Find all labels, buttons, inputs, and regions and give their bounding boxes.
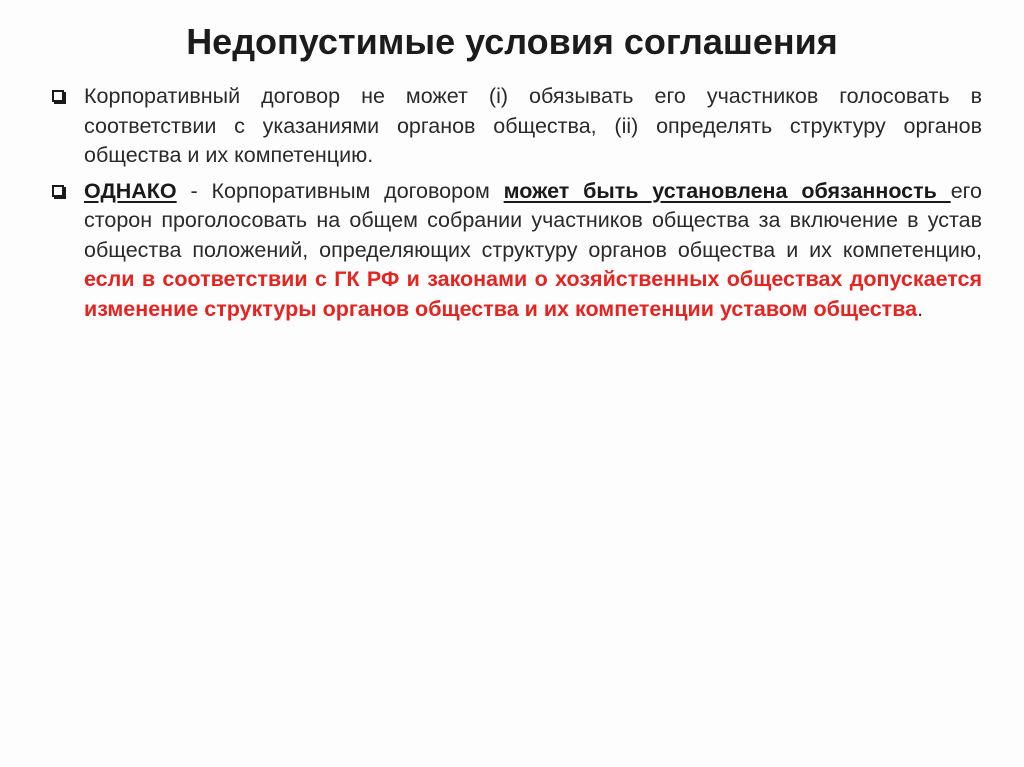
- list-item: [52, 177, 982, 325]
- checkbox-square-icon: [52, 90, 64, 102]
- bullet-text: Корпоративный договор не может (i) обязывать его участников голосовать в соответствии с указаниями органов общества, (ii) определять структуру органов общества и их компетенцию.: [84, 84, 982, 167]
- bullet-end: .: [917, 296, 924, 321]
- list-item: [52, 82, 982, 171]
- bullet-text: - Корпоративным договором: [176, 178, 504, 203]
- bullet-text: его сторон проголосовать на общем собрании участников общества за включение в устав общества положений, определяющих структуру органов общества и их компетенцию,: [84, 178, 982, 262]
- lead-word: ОДНАКО: [84, 178, 177, 203]
- condition-text: если в соответствии с ГК РФ и законами о хозяйственных обществах допускается изменение структуры органов общества и их компетенции уставом общества: [84, 267, 982, 321]
- bullet-list: [52, 82, 982, 330]
- checkbox-square-icon: [52, 185, 64, 197]
- emphasis-text: может быть установлена обязанность: [503, 178, 951, 203]
- slide-title: Недопустимые условия соглашения: [186, 21, 838, 62]
